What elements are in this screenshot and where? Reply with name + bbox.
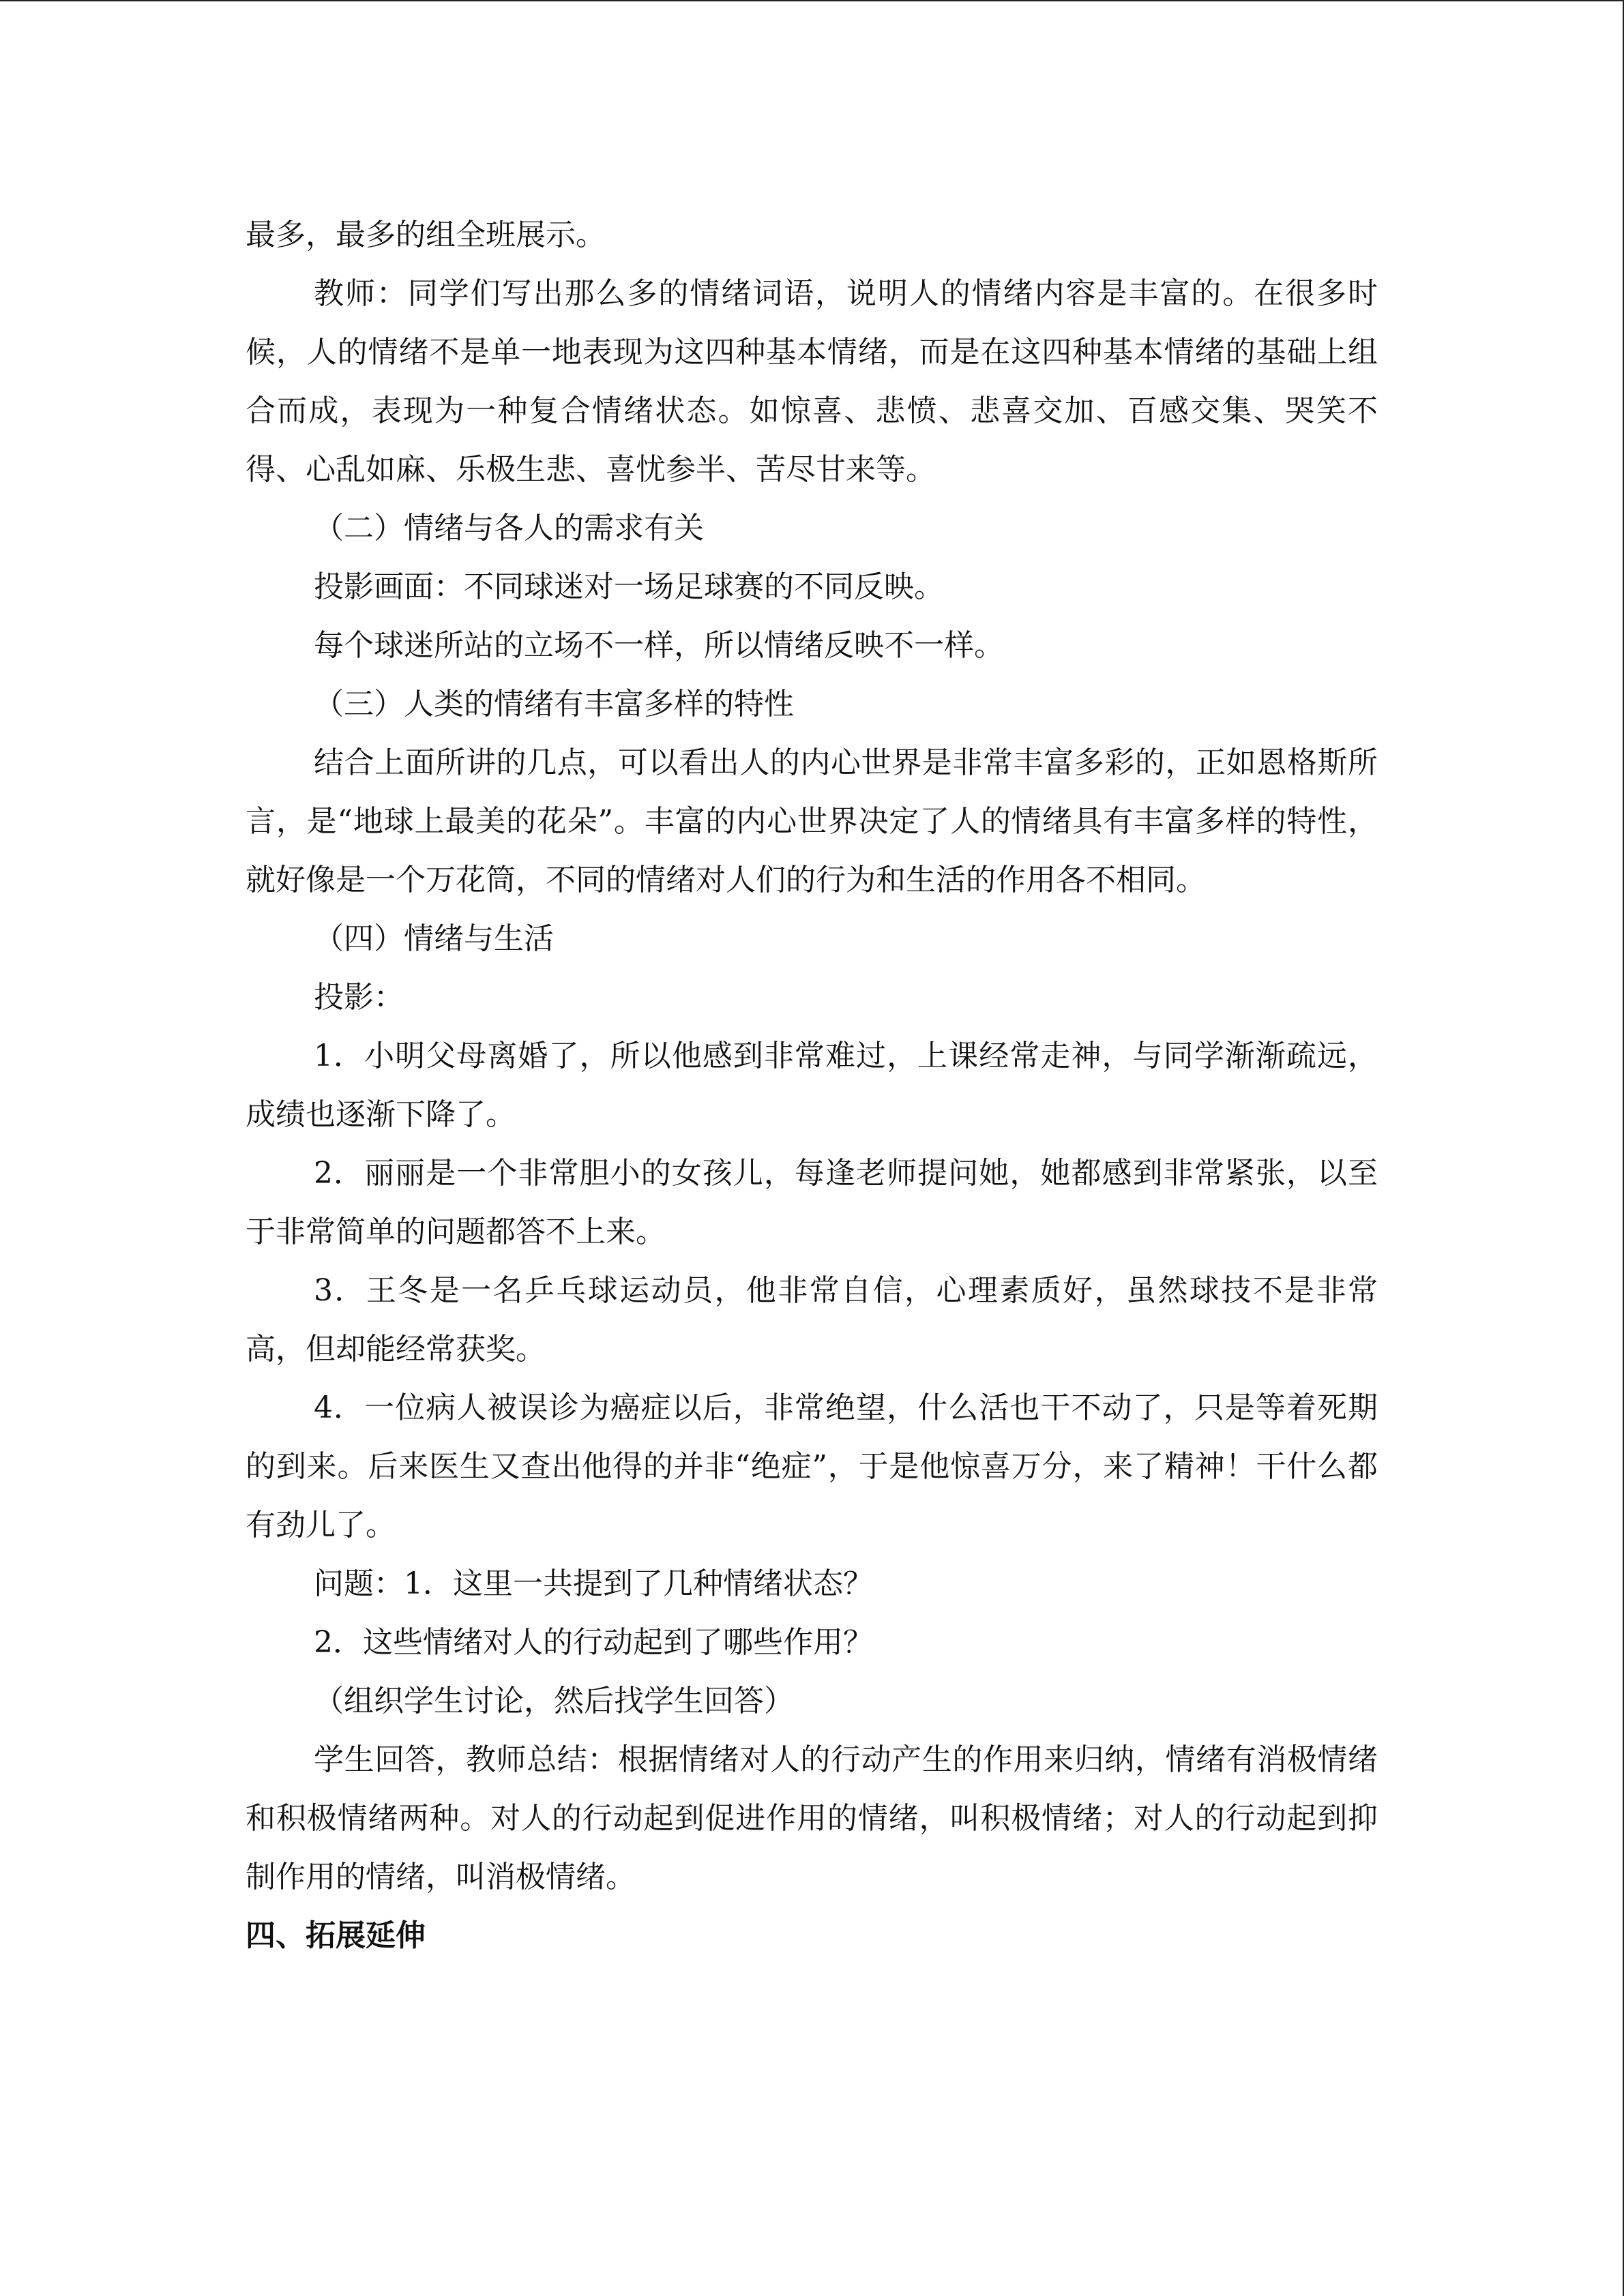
list-item-4: 4．一位病人被误诊为癌症以后，非常绝望，什么活也干不动了，只是等着死期的到来。后来医生又查出他得的并非“绝症”，于是他惊喜万分，来了精神！干什么都有劲儿了。 (246, 1390, 1378, 1542)
section-heading-4: （四）情绪与生活 (314, 921, 554, 956)
paragraph-summary: 学生回答，教师总结：根据情绪对人的行动产生的作用来归纳，情绪有消极情绪和积极情绪两种。对人的行动起到促进作用的情绪，叫积极情绪；对人的行动起到抑制作用的情绪，叫消极情绪。 (246, 1742, 1378, 1894)
paragraph-continued: 最多，最多的组全班展示。 (246, 218, 606, 252)
paragraph-fans: 每个球迷所站的立场不一样，所以情绪反映不一样。 (314, 628, 1004, 663)
discussion-note: （组织学生讨论，然后找学生回答） (314, 1684, 794, 1718)
section-heading-extension: 四、拓展延伸 (246, 1918, 426, 1953)
list-item-2: 2．丽丽是一个非常胆小的女孩儿，每逢老师提问她，她都感到非常紧张，以至于非常简单的问题都答不上来。 (246, 1156, 1378, 1249)
paragraph-inner-world: 结合上面所讲的几点，可以看出人的内心世界是非常丰富多彩的，正如恩格斯所言，是“地球上最美的花朵”。丰富的内心世界决定了人的情绪具有丰富多样的特性，就好像是一个万花筒，不同的情绪对人们的行为和生活的作用各不相同。 (246, 745, 1378, 897)
paragraph-projection: 投影画面：不同球迷对一场足球赛的不同反映。 (314, 569, 944, 604)
list-item-3: 3．王冬是一名乒乓球运动员，他非常自信，心理素质好，虽然球技不是非常高，但却能经常获奖。 (246, 1273, 1378, 1367)
document-body (246, 206, 1378, 1965)
section-heading-3: （三）人类的情绪有丰富多样的特性 (314, 687, 794, 721)
list-item-1: 1．小明父母离婚了，所以他感到非常难过，上课经常走神，与同学渐渐疏远，成绩也逐渐下降了。 (246, 1039, 1378, 1132)
section-heading-2: （二）情绪与各人的需求有关 (314, 511, 704, 546)
paragraph-teacher-explanation: 教师：同学们写出那么多的情绪词语，说明人的情绪内容是丰富的。在很多时候，人的情绪不是单一地表现为这四种基本情绪，而是在这四种基本情绪的基础上组合而成，表现为一种复合情绪状态。如惊喜、悲愤、悲喜交加、百感交集、哭笑不得、心乱如麻、乐极生悲、喜忧参半、苦尽甘来等。 (246, 276, 1378, 487)
question-2: 2．这些情绪对人的行动起到了哪些作用？ (314, 1625, 873, 1660)
question-1: 问题：1．这里一共提到了几种情绪状态？ (314, 1566, 873, 1601)
paragraph-projection-label: 投影： (314, 980, 404, 1015)
